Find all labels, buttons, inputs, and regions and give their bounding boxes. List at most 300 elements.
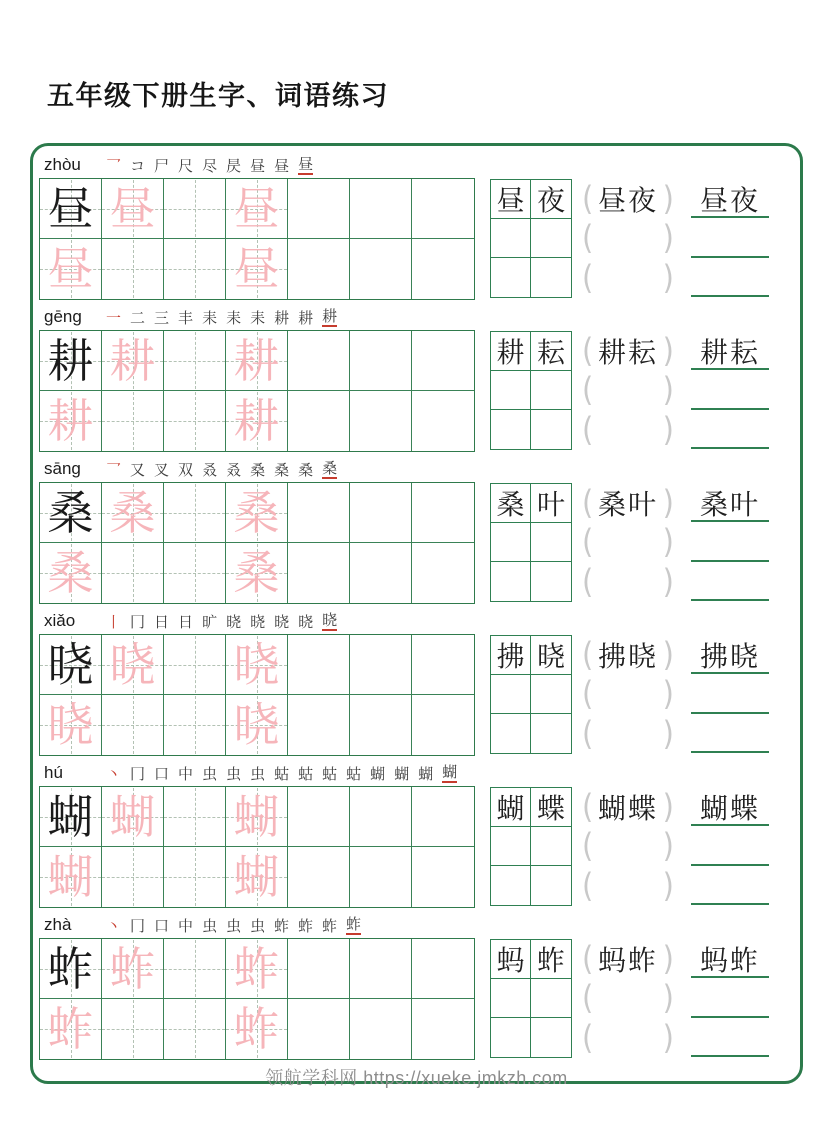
stroke-step: 一	[106, 308, 122, 327]
word-underline-column	[691, 787, 769, 905]
practice-cell	[288, 239, 350, 299]
paren-row	[582, 179, 674, 218]
word-empty-cell	[531, 371, 571, 410]
stroke-step: 又	[130, 460, 146, 479]
stroke-step: 晓	[322, 610, 338, 629]
practice-cell	[226, 999, 288, 1059]
blank-underline-row	[691, 1018, 769, 1057]
model-character: 蚱	[47, 941, 94, 996]
practice-cell	[350, 331, 412, 391]
word-empty-cell	[531, 714, 571, 753]
practice-cell	[40, 391, 102, 451]
word-empty-cell	[531, 562, 571, 601]
stroke-step: 蛄	[322, 764, 338, 783]
practice-cell	[226, 787, 288, 847]
practice-cell	[164, 239, 226, 299]
paren-word: 蝴蝶	[597, 791, 658, 825]
close-paren: )	[662, 865, 674, 905]
stroke-step: 二	[130, 308, 146, 327]
row-body	[36, 786, 797, 907]
close-paren: )	[662, 257, 674, 297]
practice-cell	[102, 635, 164, 695]
stroke-step: 冂	[130, 916, 146, 935]
character-block	[36, 759, 797, 907]
close-paren: )	[662, 1017, 674, 1057]
stroke-step: 昼	[298, 154, 314, 173]
trace-character: 蚱	[47, 1002, 94, 1056]
practice-cell	[164, 331, 226, 391]
word-copy-box	[490, 939, 572, 1058]
stroke-step: 蝴	[442, 762, 458, 781]
practice-cell	[40, 847, 102, 907]
practice-panel	[30, 143, 803, 1084]
practice-cell	[40, 543, 102, 603]
trace-character: 晓	[47, 698, 94, 752]
guide-line-horizontal	[102, 421, 163, 422]
paren-row	[582, 331, 674, 370]
pinyin-row	[36, 303, 797, 330]
practice-cell	[412, 635, 474, 695]
open-paren: (	[582, 865, 594, 905]
pinyin-label: sāng	[44, 458, 81, 478]
guide-line-horizontal	[164, 573, 225, 574]
practice-cell	[412, 239, 474, 299]
guide-line-horizontal	[164, 725, 225, 726]
stroke-step: 中	[178, 916, 194, 935]
open-paren: (	[582, 786, 594, 826]
open-paren: (	[582, 257, 594, 297]
open-paren: (	[582, 521, 594, 561]
trace-character: 桑	[109, 485, 156, 540]
pinyin-label: zhòu	[44, 154, 81, 174]
practice-cell	[350, 483, 412, 543]
blank-underline-row	[691, 826, 769, 865]
practice-cell	[226, 695, 288, 755]
stroke-step: 晓	[274, 612, 290, 631]
open-paren: (	[582, 217, 594, 257]
word-parens-column	[582, 635, 674, 753]
word-empty-cell	[531, 979, 571, 1018]
stroke-step: 耕	[274, 308, 290, 327]
word-character-cell: 叶	[531, 484, 571, 523]
stroke-order-sequence	[106, 155, 313, 175]
trace-character: 桑	[47, 546, 94, 600]
open-paren: (	[582, 1017, 594, 1057]
underlined-word-row	[691, 331, 769, 370]
practice-cell	[350, 695, 412, 755]
practice-cell	[350, 787, 412, 847]
practice-cell	[102, 999, 164, 1059]
word-underline-column	[691, 939, 769, 1057]
model-character: 晓	[47, 637, 94, 692]
stroke-step: 中	[178, 764, 194, 783]
character-block	[36, 455, 797, 603]
close-paren: )	[662, 634, 674, 674]
footer-watermark-link[interactable]: 领航学科网 https://xueke.jmkzh.com	[265, 1068, 568, 1088]
practice-cell	[40, 695, 102, 755]
open-paren: (	[582, 673, 594, 713]
blank-underline-row	[691, 370, 769, 409]
paren-row	[582, 218, 674, 257]
trace-character: 桑	[233, 485, 280, 540]
practice-grid	[39, 634, 475, 756]
paren-row	[582, 714, 674, 753]
stroke-step: 桑	[322, 458, 338, 477]
pinyin-row	[36, 759, 797, 786]
trace-character: 蚱	[233, 1002, 280, 1056]
underlined-word: 耕耘	[699, 335, 760, 369]
guide-line-horizontal	[164, 513, 225, 514]
trace-character: 耕	[233, 333, 280, 388]
row-body	[36, 634, 797, 755]
trace-character: 蝴	[109, 789, 156, 844]
practice-cell	[226, 331, 288, 391]
stroke-step: 蚱	[274, 916, 290, 935]
practice-cell	[102, 543, 164, 603]
practice-cell	[226, 939, 288, 999]
pinyin-label: hú	[44, 762, 63, 782]
stroke-step: 晓	[298, 612, 314, 631]
practice-cell	[350, 179, 412, 239]
practice-cell	[164, 847, 226, 907]
word-empty-cell	[491, 410, 531, 449]
practice-cell	[102, 179, 164, 239]
word-empty-cell	[491, 562, 531, 601]
paren-word: 拂晓	[597, 639, 658, 673]
word-parens-column	[582, 483, 674, 601]
paren-row	[582, 258, 674, 297]
word-character-cell: 蝴	[491, 788, 531, 827]
word-copy-box	[490, 179, 572, 298]
practice-cell	[102, 695, 164, 755]
practice-cell	[164, 695, 226, 755]
open-paren: (	[582, 409, 594, 449]
stroke-step: 口	[154, 764, 170, 783]
guide-line-horizontal	[164, 817, 225, 818]
trace-character: 耕	[233, 394, 280, 448]
pinyin-label: zhà	[44, 914, 72, 934]
practice-cell	[412, 787, 474, 847]
stroke-step: 三	[154, 308, 170, 327]
practice-cell	[164, 391, 226, 451]
pinyin-row	[36, 151, 797, 178]
practice-cell	[288, 635, 350, 695]
stroke-step: 蛄	[298, 764, 314, 783]
close-paren: )	[662, 977, 674, 1017]
stroke-step: 耒	[202, 308, 218, 327]
word-empty-cell	[491, 714, 531, 753]
word-empty-cell	[531, 219, 571, 258]
word-parens-column	[582, 179, 674, 297]
practice-cell	[288, 179, 350, 239]
word-empty-cell	[491, 371, 531, 410]
stroke-step: 丨	[106, 612, 122, 631]
stroke-step: 叉	[154, 460, 170, 479]
trace-character: 晓	[109, 637, 156, 692]
pinyin-row	[36, 607, 797, 634]
stroke-step: 桑	[274, 460, 290, 479]
practice-cell	[40, 239, 102, 299]
stroke-step: 耒	[226, 308, 242, 327]
practice-cell	[40, 331, 102, 391]
word-empty-cell	[531, 675, 571, 714]
word-underline-column	[691, 179, 769, 297]
practice-grid	[39, 938, 475, 1060]
blank-underline-row	[691, 562, 769, 601]
practice-cell	[102, 239, 164, 299]
close-paren: )	[662, 786, 674, 826]
trace-character: 蝴	[233, 850, 280, 904]
stroke-step: 蝴	[370, 764, 386, 783]
underlined-word: 蚂蚱	[699, 943, 760, 977]
practice-cell	[102, 391, 164, 451]
stroke-step: 昼	[250, 156, 266, 175]
close-paren: )	[662, 178, 674, 218]
trace-character: 蝴	[233, 789, 280, 844]
practice-cell	[412, 483, 474, 543]
word-empty-cell	[491, 523, 531, 562]
practice-cell	[350, 391, 412, 451]
word-character-cell: 蝶	[531, 788, 571, 827]
stroke-step: 丶	[106, 916, 122, 935]
word-copy-box	[490, 331, 572, 450]
close-paren: )	[662, 713, 674, 753]
guide-line-horizontal	[164, 421, 225, 422]
stroke-step: 虫	[202, 764, 218, 783]
practice-cell	[350, 939, 412, 999]
stroke-step: 虫	[250, 764, 266, 783]
blank-underline-row	[691, 978, 769, 1017]
open-paren: (	[582, 938, 594, 978]
page-title: 五年级下册生字、词语练习	[47, 81, 389, 111]
practice-cell	[288, 331, 350, 391]
open-paren: (	[582, 561, 594, 601]
practice-cell	[288, 999, 350, 1059]
stroke-step: 桑	[250, 460, 266, 479]
blank-underline-row	[691, 410, 769, 449]
stroke-step: 蚱	[346, 914, 362, 933]
paren-row	[582, 978, 674, 1017]
practice-cell	[288, 543, 350, 603]
underlined-word: 蝴蝶	[699, 791, 760, 825]
stroke-step: 双	[178, 460, 194, 479]
model-character: 昼	[47, 181, 94, 236]
practice-cell	[350, 543, 412, 603]
practice-cell	[40, 483, 102, 543]
paren-row	[582, 370, 674, 409]
guide-line-horizontal	[164, 209, 225, 210]
model-character: 桑	[47, 485, 94, 540]
word-empty-cell	[491, 866, 531, 905]
guide-line-horizontal	[164, 1029, 225, 1030]
practice-cell	[288, 483, 350, 543]
trace-character: 晓	[233, 698, 280, 752]
stroke-order-sequence	[106, 611, 337, 631]
open-paren: (	[582, 825, 594, 865]
stroke-step: 叒	[226, 460, 242, 479]
practice-cell	[226, 179, 288, 239]
word-empty-cell	[491, 258, 531, 297]
word-empty-cell	[531, 866, 571, 905]
stroke-step: 晓	[250, 612, 266, 631]
practice-grid	[39, 178, 475, 300]
row-body	[36, 330, 797, 451]
practice-cell	[40, 999, 102, 1059]
practice-cell	[226, 543, 288, 603]
word-empty-cell	[491, 675, 531, 714]
character-block	[36, 151, 797, 299]
word-empty-cell	[491, 979, 531, 1018]
practice-cell	[102, 331, 164, 391]
practice-cell	[288, 847, 350, 907]
trace-character: 昼	[47, 242, 94, 296]
trace-character: 蚱	[233, 941, 280, 996]
open-paren: (	[582, 482, 594, 522]
model-character: 蝴	[47, 789, 94, 844]
word-copy-box	[490, 787, 572, 906]
practice-cell	[226, 391, 288, 451]
guide-line-horizontal	[102, 725, 163, 726]
practice-cell	[288, 695, 350, 755]
underlined-word: 昼夜	[699, 183, 760, 217]
paren-row	[582, 787, 674, 826]
guide-line-horizontal	[102, 269, 163, 270]
stroke-step: 尸	[154, 156, 170, 175]
stroke-step: 晓	[226, 612, 242, 631]
trace-character: 晓	[233, 637, 280, 692]
word-character-cell: 耘	[531, 332, 571, 371]
blank-underline-row	[691, 866, 769, 905]
underlined-word: 桑叶	[699, 487, 760, 521]
close-paren: )	[662, 825, 674, 865]
stroke-step: 虫	[226, 764, 242, 783]
stroke-step: 虫	[226, 916, 242, 935]
stroke-step: 蝴	[418, 764, 434, 783]
practice-cell	[412, 179, 474, 239]
word-underline-column	[691, 483, 769, 601]
stroke-step: 冂	[130, 764, 146, 783]
word-empty-cell	[531, 523, 571, 562]
word-parens-column	[582, 939, 674, 1057]
stroke-step: 蛄	[346, 764, 362, 783]
word-character-cell: 拂	[491, 636, 531, 675]
practice-cell	[226, 239, 288, 299]
stroke-step: 乛	[106, 156, 122, 175]
underlined-word: 拂晓	[699, 639, 760, 673]
practice-cell	[164, 787, 226, 847]
stroke-step: 丶	[106, 764, 122, 783]
stroke-order-sequence	[106, 763, 457, 783]
practice-cell	[102, 939, 164, 999]
practice-cell	[350, 999, 412, 1059]
word-character-cell: 桑	[491, 484, 531, 523]
practice-cell	[164, 543, 226, 603]
trace-character: 蚱	[109, 941, 156, 996]
trace-character: 耕	[47, 394, 94, 448]
trace-character: 耕	[109, 333, 156, 388]
paren-row	[582, 826, 674, 865]
word-character-cell: 夜	[531, 180, 571, 219]
underlined-word-row	[691, 939, 769, 978]
paren-word: 昼夜	[597, 183, 658, 217]
underlined-word-row	[691, 483, 769, 522]
word-parens-column	[582, 331, 674, 449]
practice-cell	[412, 331, 474, 391]
paren-row	[582, 562, 674, 601]
stroke-step: 虫	[202, 916, 218, 935]
practice-cell	[40, 635, 102, 695]
word-empty-cell	[491, 219, 531, 258]
stroke-step: 叒	[202, 460, 218, 479]
pinyin-label: gēng	[44, 306, 82, 326]
stroke-step: 耕	[298, 308, 314, 327]
paren-row	[582, 1018, 674, 1057]
guide-line-horizontal	[164, 877, 225, 878]
guide-line-horizontal	[164, 361, 225, 362]
practice-cell	[40, 179, 102, 239]
underlined-word-row	[691, 179, 769, 218]
practice-cell	[164, 939, 226, 999]
stroke-step: 乛	[106, 460, 122, 479]
character-block	[36, 607, 797, 755]
model-character: 耕	[47, 333, 94, 388]
word-character-cell: 昼	[491, 180, 531, 219]
practice-cell	[350, 239, 412, 299]
close-paren: )	[662, 938, 674, 978]
stroke-step: 耕	[322, 306, 338, 325]
word-character-cell: 耕	[491, 332, 531, 371]
practice-cell	[288, 391, 350, 451]
close-paren: )	[662, 482, 674, 522]
pinyin-row	[36, 911, 797, 938]
stroke-step: 蝴	[394, 764, 410, 783]
practice-cell	[102, 483, 164, 543]
trace-character: 桑	[233, 546, 280, 600]
stroke-step: コ	[130, 156, 146, 175]
guide-line-horizontal	[102, 877, 163, 878]
practice-cell	[226, 483, 288, 543]
character-block	[36, 911, 797, 1059]
pinyin-label: xiǎo	[44, 610, 76, 630]
practice-cell	[164, 483, 226, 543]
guide-line-horizontal	[102, 1029, 163, 1030]
practice-grid	[39, 482, 475, 604]
stroke-step: 昃	[226, 156, 242, 175]
word-character-cell: 蚱	[531, 940, 571, 979]
row-body	[36, 482, 797, 603]
practice-cell	[350, 847, 412, 907]
underlined-word-row	[691, 635, 769, 674]
paren-word: 蚂蚱	[597, 943, 658, 977]
practice-cell	[350, 635, 412, 695]
word-empty-cell	[531, 827, 571, 866]
stroke-step: 口	[154, 916, 170, 935]
stroke-step: 蚱	[322, 916, 338, 935]
word-empty-cell	[491, 1018, 531, 1057]
open-paren: (	[582, 369, 594, 409]
practice-cell	[412, 939, 474, 999]
row-body	[36, 178, 797, 299]
paren-row	[582, 674, 674, 713]
practice-cell	[226, 635, 288, 695]
close-paren: )	[662, 561, 674, 601]
practice-cell	[164, 635, 226, 695]
trace-character: 昼	[109, 181, 156, 236]
paren-row	[582, 410, 674, 449]
guide-line-horizontal	[102, 573, 163, 574]
word-character-cell: 蚂	[491, 940, 531, 979]
open-paren: (	[582, 713, 594, 753]
